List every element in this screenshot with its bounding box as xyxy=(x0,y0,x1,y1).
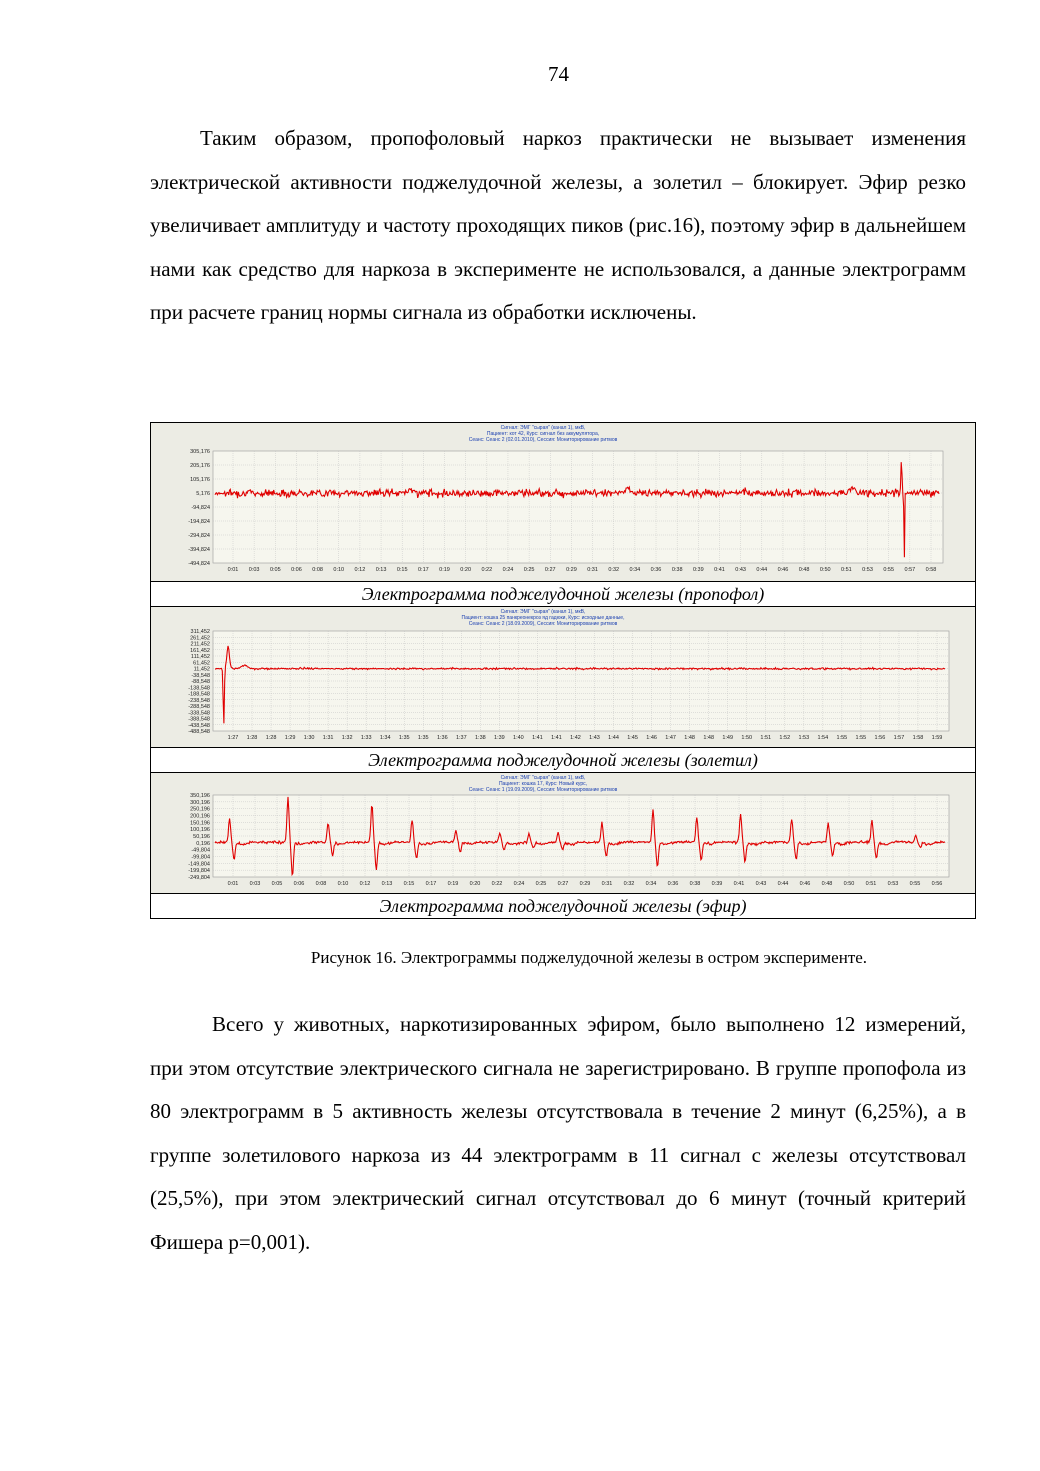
x-tick-label: 1:54 xyxy=(817,735,829,741)
x-tick-label: 0:43 xyxy=(735,567,746,573)
x-tick-label: 1:45 xyxy=(627,735,638,741)
paragraph-2 xyxy=(150,1003,966,1264)
y-tick-label: -138,548 xyxy=(188,685,210,692)
y-tick-label: -94,824 xyxy=(191,505,210,511)
y-tick-label: -149,804 xyxy=(188,861,210,868)
x-tick-label: 0:41 xyxy=(733,881,745,887)
y-tick-label: -288,548 xyxy=(188,704,210,710)
chart-panel-zoletil xyxy=(151,607,975,747)
x-tick-label: 0:53 xyxy=(887,881,899,887)
y-tick-label: -199,804 xyxy=(188,868,210,875)
paragraph-2-text: Всего у животных, наркотизированных эфиром, было выполнено 12 измерений, при этом отсутствие электрического сигнала не зарегистрировано. В группе пропофола из 80 электрограмм в 5 активность железы отсутствовала в течение 2 минут (6,25%), а в группе золетилового наркоза из 44 электрограмм в 11 сигнал с железы отсутствовал (25,5%), при этом электрический сигнал отсутствовал до 6 минут (точный критерий Фишера p=0,001). xyxy=(150,1012,966,1254)
x-tick-label: 0:51 xyxy=(865,881,877,887)
x-tick-label: 0:13 xyxy=(375,567,387,573)
x-tick-label: 1:37 xyxy=(455,735,467,741)
x-tick-label: 0:44 xyxy=(756,567,768,573)
y-tick-label: 205,176 xyxy=(190,463,210,469)
x-tick-label: 0:20 xyxy=(469,881,481,887)
x-tick-label: 1:27 xyxy=(227,735,239,741)
x-tick-label: 0:44 xyxy=(777,881,789,887)
y-tick-label: 305,176 xyxy=(190,449,210,455)
x-tick-label: 0:57 xyxy=(904,567,916,573)
x-tick-label: 0:50 xyxy=(819,567,831,573)
x-tick-label: 0:46 xyxy=(799,881,811,887)
x-tick-label: 1:28 xyxy=(246,735,258,741)
x-tick-label: 1:56 xyxy=(874,735,886,741)
x-tick-label: 1:44 xyxy=(608,735,619,741)
y-tick-label: 161,452 xyxy=(190,647,210,654)
x-tick-label: 0:39 xyxy=(711,881,723,887)
y-tick-label: -38,548 xyxy=(191,672,210,679)
x-tick-label: 0:55 xyxy=(909,881,921,887)
x-tick-label: 1:59 xyxy=(931,735,943,741)
x-tick-label: 0:12 xyxy=(354,567,366,573)
paragraph-1 xyxy=(150,117,966,335)
chart-header-line: Сигнал: ЭМГ "сырая" (канал 1), мкВ, xyxy=(500,609,586,615)
x-tick-label: 0:55 xyxy=(883,567,895,573)
y-tick-label: -394,824 xyxy=(188,547,210,553)
x-tick-label: 1:40 xyxy=(513,735,524,741)
x-tick-label: 0:34 xyxy=(645,881,657,887)
y-tick-label: -188,548 xyxy=(188,691,210,698)
x-tick-label: 0:22 xyxy=(481,567,493,573)
y-tick-label: 61,452 xyxy=(193,660,210,667)
x-tick-label: 0:17 xyxy=(425,881,437,887)
page-number: 74 xyxy=(548,62,569,86)
x-tick-label: 0:51 xyxy=(841,567,852,573)
x-tick-label: 0:10 xyxy=(337,881,349,887)
x-tick-label: 0:32 xyxy=(623,881,635,887)
x-tick-label: 0:31 xyxy=(587,567,598,573)
chart-header-line: Пациент: кошка 17, Курс: Новый курс, xyxy=(498,781,588,787)
x-tick-label: 1:39 xyxy=(494,735,505,741)
x-tick-label: 0:25 xyxy=(523,567,535,573)
x-tick-label: 0:27 xyxy=(557,881,569,887)
x-tick-label: 1:30 xyxy=(303,735,315,741)
x-tick-label: 0:58 xyxy=(925,567,937,573)
x-tick-label: 1:31 xyxy=(322,735,334,741)
y-tick-label: -99,804 xyxy=(191,854,210,861)
x-tick-label: 1:58 xyxy=(912,735,924,741)
x-tick-label: 0:27 xyxy=(544,567,556,573)
y-tick-label: -194,824 xyxy=(188,519,210,525)
x-tick-label: 0:03 xyxy=(248,567,260,573)
x-tick-label: 1:48 xyxy=(703,735,715,741)
x-tick-label: 1:53 xyxy=(798,735,810,741)
chart-panel-propofol xyxy=(151,423,975,581)
chart-header-line: Сеанс: Сеанс 2 (02.01.2010), Сессия: Мониторирование ритмов xyxy=(468,437,618,443)
y-tick-label: -249,804 xyxy=(188,875,210,881)
x-tick-label: 0:20 xyxy=(460,567,472,573)
y-tick-label: 100,196 xyxy=(190,827,210,834)
x-tick-label: 1:49 xyxy=(722,735,734,741)
x-tick-label: 1:51 xyxy=(760,735,772,741)
y-tick-label: -388,548 xyxy=(188,716,210,723)
x-tick-label: 0:38 xyxy=(689,881,701,887)
x-tick-label: 0:43 xyxy=(755,881,767,887)
chart-header-line: Сеанс: Сеанс 1 (19.09.2009), Сессия: Мониторирование ритмов xyxy=(468,787,618,793)
x-tick-label: 0:24 xyxy=(513,881,525,887)
x-tick-label: 1:34 xyxy=(379,735,391,741)
x-tick-label: 0:01 xyxy=(227,881,239,887)
panel-caption-propofol: Электрограмма поджелудочной железы (пропофол) xyxy=(151,581,975,607)
x-tick-label: 0:08 xyxy=(312,567,323,573)
x-tick-label: 1:32 xyxy=(341,735,353,741)
y-tick-label: -338,548 xyxy=(188,710,210,717)
x-tick-label: 0:29 xyxy=(566,567,577,573)
electrogram-chart-ether xyxy=(151,773,975,893)
x-tick-label: 1:50 xyxy=(741,735,753,741)
y-tick-label: 0,196 xyxy=(196,840,210,847)
x-tick-label: 0:24 xyxy=(502,567,514,573)
y-tick-label: 311,452 xyxy=(190,629,210,635)
panel-caption-ether: Электрограмма поджелудочной железы (эфир) xyxy=(151,893,975,919)
x-tick-label: 0:36 xyxy=(667,881,679,887)
x-tick-label: 0:34 xyxy=(629,567,641,573)
x-tick-label: 1:57 xyxy=(893,735,905,741)
chart-header-line: Сигнал: ЭМГ "сырая" (канал 1), мкВ, xyxy=(500,425,586,431)
x-tick-label: 1:42 xyxy=(570,735,581,741)
x-tick-label: 0:19 xyxy=(439,567,450,573)
x-tick-label: 0:41 xyxy=(714,567,725,573)
y-tick-label: 111,452 xyxy=(190,654,210,660)
y-tick-label: -488,548 xyxy=(188,729,210,735)
x-tick-label: 0:15 xyxy=(403,881,415,887)
panel-caption-zoletil: Электрограмма поджелудочной железы (золетил) xyxy=(151,747,975,773)
y-tick-label: 5,176 xyxy=(196,491,210,497)
y-tick-label: 350,196 xyxy=(190,793,210,799)
y-tick-label: 200,196 xyxy=(190,813,210,820)
y-tick-label: -294,824 xyxy=(188,533,210,539)
y-tick-label: 50,196 xyxy=(193,834,210,840)
x-tick-label: 1:41 xyxy=(551,735,562,741)
x-tick-label: 1:28 xyxy=(265,735,277,741)
y-tick-label: -438,548 xyxy=(188,722,210,729)
x-tick-label: 0:36 xyxy=(650,567,662,573)
x-tick-label: 1:29 xyxy=(284,735,296,741)
x-tick-label: 1:48 xyxy=(684,735,696,741)
x-tick-label: 0:17 xyxy=(418,567,429,573)
y-tick-label: 300,196 xyxy=(190,799,210,806)
y-tick-label: 150,196 xyxy=(190,820,210,827)
x-tick-label: 0:05 xyxy=(269,567,281,573)
x-tick-label: 0:06 xyxy=(291,567,302,573)
y-tick-label: -494,824 xyxy=(188,561,210,567)
x-tick-label: 0:03 xyxy=(249,881,261,887)
x-tick-label: 1:38 xyxy=(474,735,486,741)
x-tick-label: 1:35 xyxy=(417,735,429,741)
x-tick-label: 0:56 xyxy=(931,881,943,887)
chart-header-line: Сеанс: Сеанс 2 (18.09.2009), Сессия: Мониторирование ритмов xyxy=(468,621,618,627)
x-tick-label: 1:36 xyxy=(436,735,448,741)
x-tick-label: 0:25 xyxy=(535,881,547,887)
x-tick-label: 0:22 xyxy=(491,881,503,887)
y-tick-label: 11,452 xyxy=(193,666,210,673)
x-tick-label: 1:35 xyxy=(398,735,410,741)
x-tick-label: 1:52 xyxy=(779,735,791,741)
electrogram-chart-zoletil xyxy=(151,607,975,747)
figure-caption: Рисунок 16. Электрограммы поджелудочной железы в остром эксперименте. xyxy=(310,948,868,967)
x-tick-label: 1:43 xyxy=(589,735,600,741)
y-tick-label: -49,804 xyxy=(191,847,210,854)
x-tick-label: 0:32 xyxy=(608,567,620,573)
x-tick-label: 0:13 xyxy=(381,881,393,887)
x-tick-label: 0:10 xyxy=(333,567,345,573)
x-tick-label: 1:55 xyxy=(836,735,848,741)
y-tick-label: 261,452 xyxy=(190,635,210,642)
y-tick-label: 211,452 xyxy=(190,641,210,648)
x-tick-label: 0:06 xyxy=(293,881,305,887)
x-tick-label: 0:12 xyxy=(359,881,371,887)
x-tick-label: 1:47 xyxy=(665,735,676,741)
x-tick-label: 0:53 xyxy=(862,567,873,573)
y-tick-label: -238,548 xyxy=(188,697,210,704)
chart-header-line: Пациент: кот 42, Курс: сигнал без аккумулятора, xyxy=(486,431,600,437)
x-tick-label: 1:55 xyxy=(855,735,867,741)
x-tick-label: 0:31 xyxy=(601,881,613,887)
x-tick-label: 0:19 xyxy=(447,881,459,887)
x-tick-label: 0:29 xyxy=(579,881,591,887)
x-tick-label: 0:48 xyxy=(798,567,810,573)
y-tick-label: -88,548 xyxy=(191,679,210,685)
x-tick-label: 1:46 xyxy=(646,735,657,741)
electrogram-chart-propofol xyxy=(151,423,975,581)
chart-header-line: Пациент: кошка 25 панкреонекроз яд гадюки, Курс: исходные данные, xyxy=(461,615,625,621)
x-tick-label: 0:50 xyxy=(843,881,855,887)
chart-panel-ether xyxy=(151,773,975,893)
x-tick-label: 0:15 xyxy=(396,567,408,573)
x-tick-label: 1:33 xyxy=(360,735,372,741)
x-tick-label: 0:38 xyxy=(671,567,683,573)
x-tick-label: 0:01 xyxy=(227,567,239,573)
x-tick-label: 1:41 xyxy=(532,735,543,741)
x-tick-label: 0:05 xyxy=(271,881,283,887)
y-tick-label: 105,176 xyxy=(190,477,210,483)
paragraph-1-text: Таким образом, пропофоловый наркоз практически не вызывает изменения электрической активности поджелудочной железы, а золетил – блокирует. Эфир резко увеличивает амплитуду и частоту проходящих пиков (рис.16), поэтому эфир в дальнейшем нами как средство для наркоза в эксперименте не использовался, а данные электрограмм при расчете границ нормы сигнала из обработки исключены. xyxy=(150,126,966,324)
x-tick-label: 0:39 xyxy=(692,567,704,573)
x-tick-label: 0:08 xyxy=(315,881,327,887)
x-tick-label: 0:46 xyxy=(777,567,789,573)
figure-16 xyxy=(150,422,976,919)
chart-header-line: Сигнал: ЭМГ "сырая" (канал 1), мкВ, xyxy=(500,775,586,781)
x-tick-label: 0:48 xyxy=(821,881,833,887)
y-tick-label: 250,196 xyxy=(190,806,210,813)
